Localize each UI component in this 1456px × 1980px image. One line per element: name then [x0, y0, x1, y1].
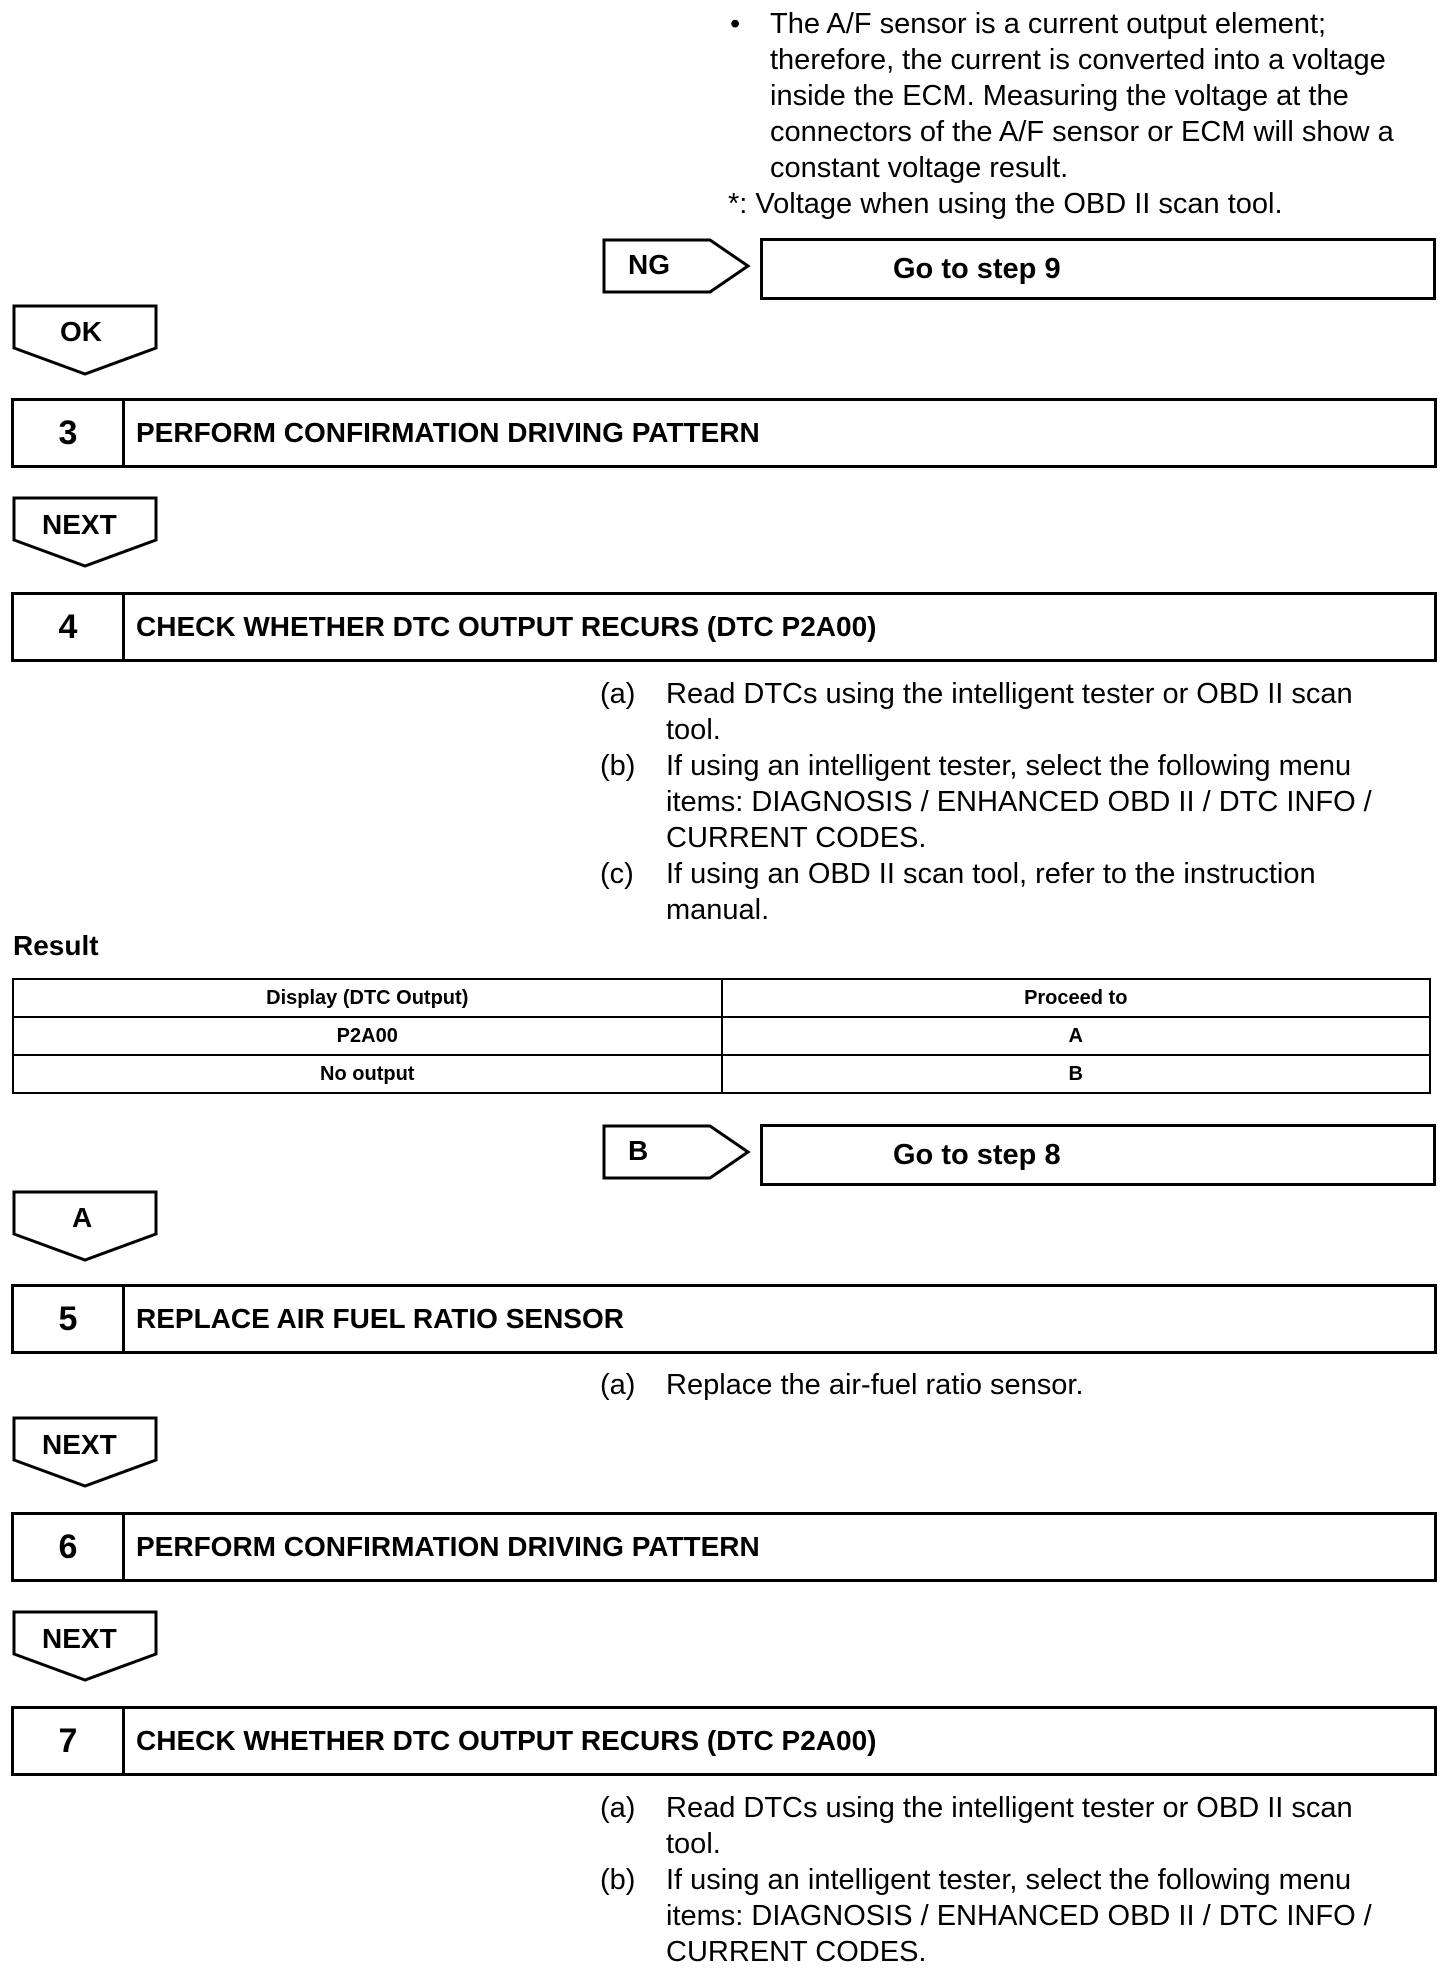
instruction-line: items: DIAGNOSIS / ENHANCED OBD II / DTC INFO / — [666, 786, 1372, 818]
note-line: therefore, the current is converted into a voltage — [770, 44, 1386, 76]
instruction-label: (a) — [600, 1369, 636, 1401]
a-label: A — [72, 1202, 93, 1233]
instruction-line: CURRENT CODES. — [666, 1936, 927, 1968]
step-title: CHECK WHETHER DTC OUTPUT RECURS (DTC P2A00) — [136, 1725, 877, 1756]
ng-label: NG — [628, 249, 670, 280]
step-number: 3 — [14, 401, 125, 465]
instruction-line: tool. — [666, 714, 721, 746]
step-number: 6 — [14, 1515, 125, 1579]
step-number: 5 — [14, 1287, 125, 1351]
result-title: Result — [13, 930, 99, 961]
instruction-line: Read DTCs using the intelligent tester or OBD II scan — [666, 1792, 1353, 1824]
instruction-line: If using an OBD II scan tool, refer to the instruction — [666, 858, 1316, 890]
table-cell: No output — [13, 1055, 722, 1093]
table-row — [13, 1055, 1430, 1093]
instruction-line: If using an intelligent tester, select the following menu — [666, 750, 1352, 782]
ok-label: OK — [60, 316, 102, 347]
b-label: B — [628, 1135, 649, 1166]
instruction-line: manual. — [666, 894, 770, 926]
go-to-step-8-text: Go to step 8 — [893, 1139, 1061, 1171]
instruction-line: items: DIAGNOSIS / ENHANCED OBD II / DTC INFO / — [666, 1900, 1372, 1932]
step-4-header — [11, 592, 1437, 662]
next-label: NEXT — [42, 1623, 117, 1654]
column-header: Proceed to — [722, 979, 1431, 1017]
step-title: CHECK WHETHER DTC OUTPUT RECURS (DTC P2A00) — [136, 611, 877, 642]
step-6-header — [11, 1512, 1437, 1582]
note-line: inside the ECM. Measuring the voltage at the — [770, 80, 1349, 112]
step-5-header — [11, 1284, 1437, 1354]
instruction-label: (b) — [600, 1864, 636, 1896]
table-header-row — [13, 979, 1430, 1017]
instruction-label: (b) — [600, 750, 636, 782]
table-row — [13, 1017, 1430, 1055]
instruction-line: If using an intelligent tester, select the following menu — [666, 1864, 1352, 1896]
go-to-step-9-text: Go to step 9 — [893, 253, 1061, 285]
instruction-line: tool. — [666, 1828, 721, 1860]
table-cell: B — [722, 1055, 1431, 1093]
note-line: constant voltage result. — [770, 152, 1069, 184]
instruction-line: Read DTCs using the intelligent tester or OBD II scan — [666, 678, 1353, 710]
next-label: NEXT — [42, 509, 117, 540]
instruction-label: (a) — [600, 678, 636, 710]
step-title: REPLACE AIR FUEL RATIO SENSOR — [136, 1303, 624, 1334]
step-title: PERFORM CONFIRMATION DRIVING PATTERN — [136, 1531, 760, 1562]
instruction-line: CURRENT CODES. — [666, 822, 927, 854]
result-table — [12, 978, 1431, 1094]
step-7-header — [11, 1706, 1437, 1776]
step-title: PERFORM CONFIRMATION DRIVING PATTERN — [136, 417, 760, 448]
ng-arrow-shape — [602, 238, 752, 294]
note-line: connectors of the A/F sensor or ECM will show a — [770, 116, 1394, 148]
next-label: NEXT — [42, 1429, 117, 1460]
step-number: 4 — [14, 595, 125, 659]
step-number: 7 — [14, 1709, 125, 1773]
instruction-label: (c) — [600, 858, 634, 890]
table-cell: P2A00 — [13, 1017, 722, 1055]
table-cell: A — [722, 1017, 1431, 1055]
b-arrow-shape — [602, 1124, 752, 1180]
step-3-header — [11, 398, 1437, 468]
bullet-mark: • — [730, 8, 741, 40]
column-header: Display (DTC Output) — [13, 979, 722, 1017]
instruction-line: Replace the air-fuel ratio sensor. — [666, 1369, 1084, 1401]
instruction-label: (a) — [600, 1792, 636, 1824]
go-to-step-8-box — [760, 1124, 1436, 1186]
footnote: *: Voltage when using the OBD II scan tool. — [728, 188, 1283, 220]
go-to-step-9-box — [760, 238, 1436, 300]
note-line: The A/F sensor is a current output element; — [770, 8, 1327, 40]
